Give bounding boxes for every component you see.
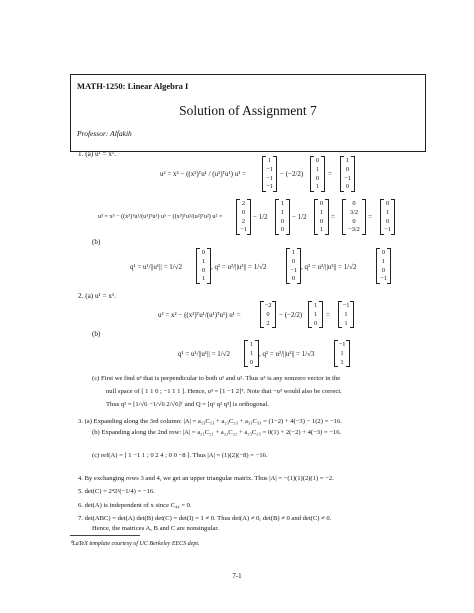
p1-u2-coef: − (−2/2) xyxy=(280,170,304,178)
p2-a-label: 2. (a) u¹ = x¹. xyxy=(78,292,116,300)
p1-u3-matrix-5: 0 1 0 −1 xyxy=(380,199,395,235)
p2-u2-matrix-1: −2 0 2 xyxy=(260,301,276,328)
p4: 4. By exchanging rows 3 and 4, we get an upper triangular matrix. Thus |A| = −(1)(1)(2)(1) = −2. xyxy=(78,475,334,482)
p1-u3-lhs: u³ = x³ − ((x³)ᵀu¹/(u¹)ᵀu¹) u¹ − ((x³)ᵀu²/(u²)ᵀu²) u² = xyxy=(98,213,223,220)
p1-u3-matrix-4: 0 3/2 0 −3/2 xyxy=(342,199,366,235)
footnote: ⁰LaTeX template courtesy of UC Berkeley EECS dept. xyxy=(70,541,200,547)
p1-u3-coef1: − 1/2 xyxy=(253,213,268,221)
page: MATH-1250: Linear Algebra I Solution of Assignment 7 Professor: Alfakih 1. (a) u¹ = x¹. u² = x² − ((x²)ᵀu¹ / (u¹)ᵀu¹) u¹ = 1 −1 −1 −1 − (−2/2) 0 1 0 1 = 1 0 −1 0 u³ = x³ − ((x³)ᵀu¹/(u¹)ᵀu¹) u¹ − ((x³)ᵀu²/(u²)ᵀu²) u² = 2 0 2 −1 − 1/2 1 1 0 0 − 1/2 0 1 0 1 = 0 3/2 0 −3/2 = 0 1 0 −1 (b) q¹ = u¹/||u¹|| = 1/√2 0 1 0 1 , q² = u²/||u²|| = 1/√2 1 0 −1 0 , q³ = u³/||u³|| = 1/√2 0 1 0 −1 2. (a) u¹ = x¹. u² = x² − ((x²)ᵀu¹/(u¹)ᵀu¹) u¹ = −2 0 2 − (−2/2) 1 1 0 = −1 1 1 (b) q¹ = u¹/||u¹|| = 1/√2 1 1 0 , q² = u²/||u²|| = 1/√3 −1 1 1 (c) First we find u³ that is perpendicular to both u¹ and u². Thus u³ is any nonzero vector in the null space of [ 1 1 0 ; −1 1 1 ]. Hence, u³ = [1 −1 2]ᵀ. Note that −u³ would also be correct. Thus q³ = [1/√6 −1/√6 2/√6]ᵀ and Q = [q¹ q² q³] is orthogonal. 3. (a) Expanding along the 3rd column: |A| = a₁₃C₁₃ + a₂₃C₂₃ + a₃₃C₃₃ = (1−2) + 4(−3) − 1(2) = −16. (b) Expanding along the 2nd row: |A| = a₂₁C₂₁ + a₂₂C₂₂ + a₂₃C₂₃ = 0(1) + 2(−2) + 4(−3) = −16. (c) ref(A) = [ 1 −1 1 ; 0 2 4 ; 0 0 −8 ]. Thus |A| = (1)(2)(−8) = −16. 4. By exchanging rows 3 and 4, we get an upper triangular matrix. Thus |A| = −(1)(1)(2)(1) = −2. 5. det(C) = 2⁴2²(−1/4) = −16. 6. det(A) is independent of x since C₄₄ = 0. 7. det(ABC) = det(A) det(B) det(C) = det(I) = 1 ≠ 0. Thus det(A) ≠ 0, det(B) ≠ 0 and det(C) ≠ 0. Hence, the matrices A, B and C are nonsingular. ⁰LaTeX template courtesy of UC Berkeley EECS dept. 7-1 xyxy=(0,0,474,613)
p1-b-label: (b) xyxy=(92,238,101,246)
p2-c-line2: null space of [ 1 1 0 ; −1 1 1 ]. Hence, u³ = [1 −1 2]ᵀ. Note that −u³ would also be correct. xyxy=(106,388,342,395)
document-title: Solution of Assignment 7 xyxy=(179,103,317,118)
p2-u2-matrix-2: 1 1 0 xyxy=(308,301,323,328)
p1-a-label: 1. (a) u¹ = x¹. xyxy=(78,150,116,158)
footnote-rule xyxy=(70,535,140,536)
p1-u2-lhs: u² = x² − ((x²)ᵀu¹ / (u¹)ᵀu¹) u¹ = xyxy=(160,170,247,178)
page-number: 7-1 xyxy=(232,572,242,580)
p2-u2-lhs: u² = x² − ((x²)ᵀu¹/(u¹)ᵀu¹) u¹ = xyxy=(158,311,241,319)
p1-q1-matrix: 0 1 0 1 xyxy=(196,248,211,284)
p2-c-line3: Thus q³ = [1/√6 −1/√6 2/√6]ᵀ and Q = [q¹ q² q³] is orthogonal. xyxy=(106,401,270,408)
course-label: MATH-1250: Linear Algebra I xyxy=(77,81,189,91)
p6: 6. det(A) is independent of x since C₄₄ = 0. xyxy=(78,502,192,509)
p2-c-line1: (c) First we find u³ that is perpendicular to both u¹ and u². Thus u³ is any nonzero vector in the xyxy=(92,375,341,382)
p1-q3-matrix: 0 1 0 −1 xyxy=(376,248,391,284)
p7-line1: 7. det(ABC) = det(A) det(B) det(C) = det(I) = 1 ≠ 0. Thus det(A) ≠ 0, det(B) ≠ 0 and det(C) ≠ 0. xyxy=(78,515,332,522)
p2-b-label: (b) xyxy=(92,330,101,338)
p1-u3-matrix-3: 0 1 0 1 xyxy=(314,199,329,235)
p1-u2-matrix-2: 0 1 0 1 xyxy=(310,156,325,192)
p1-q2-matrix: 1 0 −1 0 xyxy=(286,248,301,284)
header-box xyxy=(70,74,426,152)
p2-q1-matrix: 1 1 0 xyxy=(244,340,259,367)
p1-u2-matrix-1: 1 −1 −1 −1 xyxy=(262,156,277,192)
p1-u3-matrix-2: 1 1 0 0 xyxy=(275,199,290,235)
p2-q2: , q² = u²/||u²|| = 1/√3 xyxy=(259,350,315,358)
p2-q1: q¹ = u¹/||u¹|| = 1/√2 xyxy=(178,350,231,358)
p1-u3-coef2: − 1/2 xyxy=(292,213,307,221)
p3-a: 3. (a) Expanding along the 3rd column: |A| = a₁₃C₁₃ + a₂₃C₂₃ + a₃₃C₃₃ = (1−2) + 4(−3) − 1(2) = −16. xyxy=(78,418,342,425)
p1-q2: , q² = u²/||u²|| = 1/√2 xyxy=(211,263,267,271)
p2-u2-coef: − (−2/2) xyxy=(279,311,303,319)
p2-q2-matrix: −1 1 1 xyxy=(334,340,350,367)
professor-name: Professor: Alfakih xyxy=(77,129,132,138)
p5: 5. det(C) = 2⁴2²(−1/4) = −16. xyxy=(78,488,155,495)
p3-b: (b) Expanding along the 2nd row: |A| = a₂₁C₂₁ + a₂₂C₂₂ + a₂₃C₂₃ = 0(1) + 2(−2) + 4(−3) = −16. xyxy=(92,429,342,436)
p1-u3-matrix-1: 2 0 2 −1 xyxy=(236,199,251,235)
p3-c: (c) ref(A) = [ 1 −1 1 ; 0 2 4 ; 0 0 −8 ]. Thus |A| = (1)(2)(−8) = −16. xyxy=(92,452,268,459)
p1-u2-matrix-3: 1 0 −1 0 xyxy=(340,156,355,192)
p2-u2-matrix-3: −1 1 1 xyxy=(338,301,354,328)
p1-q1: q¹ = u¹/||u¹|| = 1/√2 xyxy=(130,263,183,271)
p7-line2: Hence, the matrices A, B and C are nonsingular. xyxy=(92,525,219,532)
p1-q3: , q³ = u³/||u³|| = 1/√2 xyxy=(301,263,357,271)
